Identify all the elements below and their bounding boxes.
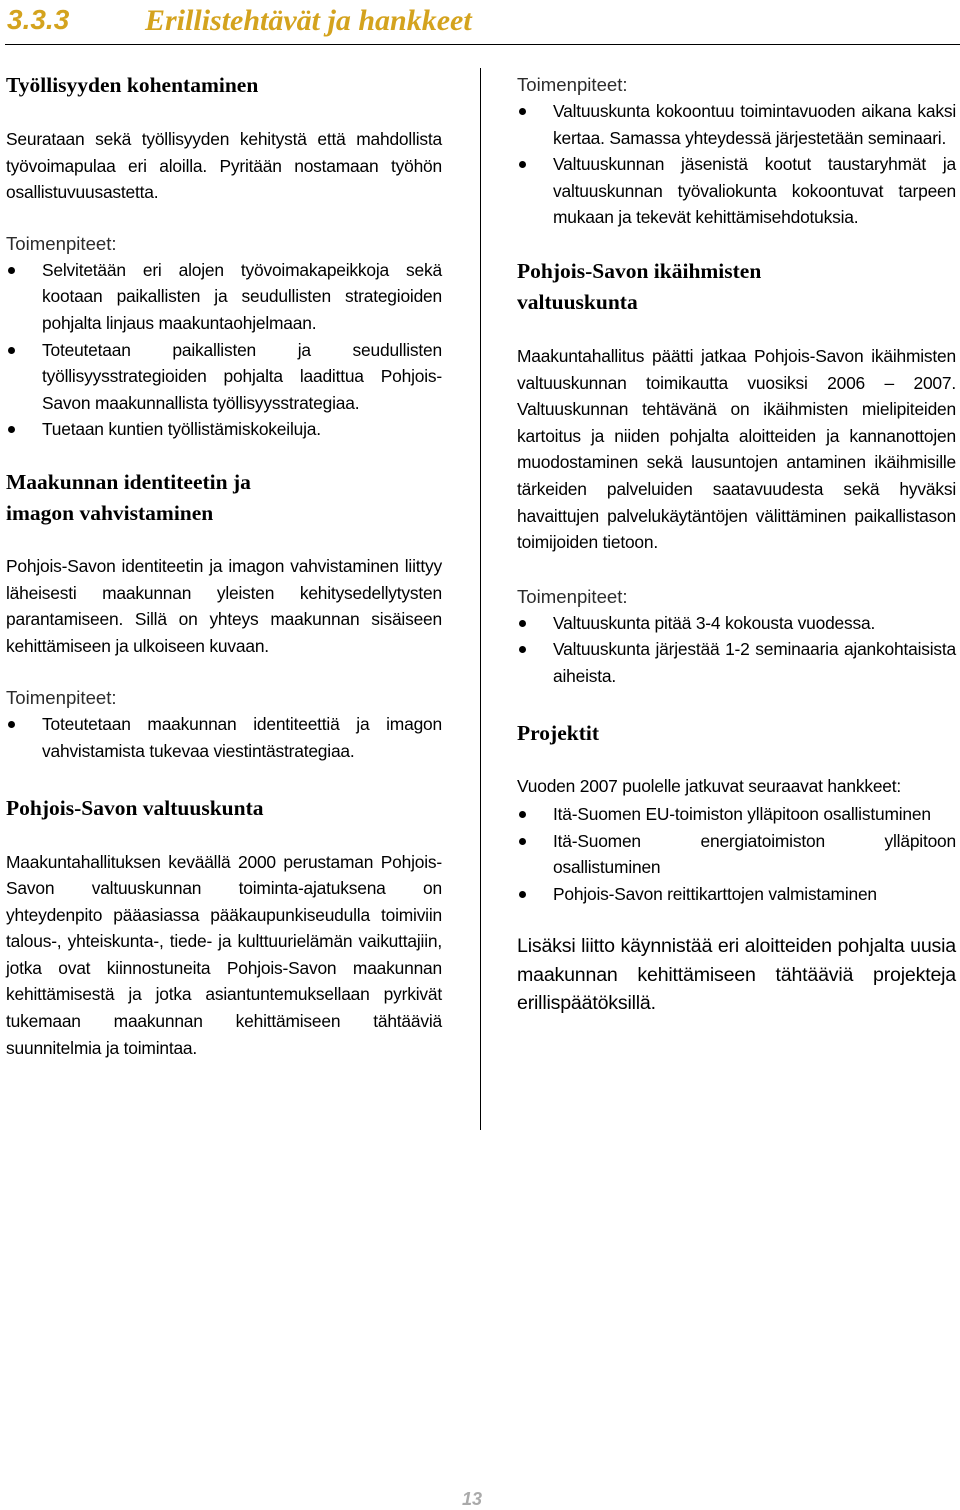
bullet-icon xyxy=(519,811,526,818)
bullet-icon xyxy=(519,161,526,168)
list-item: Selvitetään eri alojen työvoimakapeikkoja sekä kootaan paikallisten ja seudullisten strategioiden pohjalta linjaus maakuntaohjelmaan. xyxy=(6,257,442,337)
delegation-heading: Pohjois-Savon valtuuskunta xyxy=(6,795,264,820)
list-item: Itä-Suomen EU-toimiston ylläpitoon osallistuminen xyxy=(517,801,956,828)
list-item: Itä-Suomen energiatoimiston ylläpitoon osallistuminen xyxy=(517,828,956,881)
bullet-icon xyxy=(519,620,526,627)
projects-list xyxy=(517,801,956,907)
identity-heading xyxy=(6,467,442,529)
employment-actions-list xyxy=(6,257,442,443)
delegation-actions-list xyxy=(517,98,956,231)
identity-heading-line1: Maakunnan identiteetin ja xyxy=(6,469,251,494)
bullet-icon xyxy=(8,267,15,274)
elderly-paragraph: Maakuntahallitus päätti jatkaa Pohjois-Savon ikäihmisten valtuuskunnan toimikautta vuosiksi 2006 – 2007. Valtuuskunnan tehtävänä on ikäihmisten mielipiteiden kartoitus ja niiden pohjalta aloitteiden ja kannanottojen muodostaminen sekä lausuntojen antaminen ikäihmisille tärkeiden palveluiden saatavuudesta sekä hyväksi havaittujen palvelukäytäntöjen välittäminen paikallistason toimijoiden tietoon. xyxy=(517,345,956,553)
list-item: Valtuuskunta kokoontuu toimintavuoden aikana kaksi kertaa. Samassa yhteydessä järjestetään seminaari. xyxy=(517,98,956,151)
list-item: Pohjois-Savon reittikarttojen valmistaminen xyxy=(517,881,956,908)
left-column xyxy=(6,65,442,1061)
elderly-heading-line2: valtuuskunta xyxy=(517,289,638,314)
elderly-delegation-heading xyxy=(517,256,956,318)
bullet-icon xyxy=(8,347,15,354)
bullet-icon xyxy=(519,838,526,845)
projects-heading: Projektit xyxy=(517,720,599,745)
page-heading xyxy=(5,0,960,45)
list-item: Toteutetaan paikallisten ja seudullisten työllisyysstrategioiden pohjalta laadittua Pohjois-Savon maakunnallista työllisyysstrategiaa. xyxy=(6,337,442,417)
list-item: Valtuuskunnan jäsenistä kootut taustaryhmät ja valtuuskunnan työvaliokunta kokoontuvat tarpeen mukaan ja tekevät kehittämisehdotuksia. xyxy=(517,151,956,231)
bullet-icon xyxy=(519,646,526,653)
employment-paragraph: Seurataan sekä työllisyyden kehitystä että mahdollista työvoimapulaa eri aloilla. Pyritään nostamaan työhön osallistuvuusastetta. xyxy=(6,129,442,203)
right-column xyxy=(517,65,956,1018)
identity-heading-line2: imagon vahvistaminen xyxy=(6,500,214,525)
bullet-icon xyxy=(8,721,15,728)
list-item: Tuetaan kuntien työllistämiskokeiluja. xyxy=(6,416,442,443)
section-number: 3.3.3 xyxy=(7,4,70,35)
identity-actions-list xyxy=(6,711,442,764)
delegation-paragraph: Maakuntahallituksen keväällä 2000 perustaman Pohjois-Savon valtuuskunnan toiminta-ajatuksena on yhteydenpito pääasiassa pääkaupunkiseudulla toimiviin talous-, yhteiskunta-, tiede- ja kulttuurielämän vaikuttajiin, jotka ovat kiinnostuneita Pohjois-Savon maakunnan kehittämisestä ja jotka asiantuntemuksellaan pyrkivät tukemaan maakunnan kehittämiseen tähtääviä suunnitelmia ja toimintaa. xyxy=(6,851,442,1058)
bullet-icon xyxy=(519,891,526,898)
bullet-icon xyxy=(519,108,526,115)
elderly-actions-list xyxy=(517,610,956,690)
projects-closing: Lisäksi liitto käynnistää eri aloitteiden pohjalta uusia maakunnan kehittämiseen tähtääviä projekteja erillispäätöksillä. xyxy=(517,935,956,1015)
section-title: Erillistehtävät ja hankkeet xyxy=(145,4,472,37)
employment-heading: Työllisyyden kohentaminen xyxy=(6,73,259,97)
identity-paragraph: Pohjois-Savon identiteetin ja imagon vahvistaminen liittyy läheisesti maakunnan yleisten kehitysedellytysten parantamiseen. Sillä on yhteys maakunnan sisäiseen kehittämiseen ja ulkoiseen kuvaan. xyxy=(6,555,442,656)
list-item: Valtuuskunta järjestää 1-2 seminaaria ajankohtaisista aiheista. xyxy=(517,636,956,689)
bullet-icon xyxy=(8,426,15,433)
list-item: Toteutetaan maakunnan identiteettiä ja imagon vahvistamista tukevaa viestintästrategiaa. xyxy=(6,711,442,764)
delegation-actions-label: Toimenpiteet: xyxy=(517,74,628,95)
page-number: 13 xyxy=(462,1489,483,1509)
employment-actions-label: Toimenpiteet: xyxy=(6,232,117,254)
projects-intro: Vuoden 2007 puolelle jatkuvat seuraavat hankkeet: xyxy=(517,775,902,796)
list-item: Valtuuskunta pitää 3-4 kokousta vuodessa. xyxy=(517,610,956,637)
column-divider xyxy=(480,68,481,1130)
identity-actions-label: Toimenpiteet: xyxy=(6,687,117,709)
elderly-heading-line1: Pohjois-Savon ikäihmisten xyxy=(517,258,762,283)
elderly-actions-label: Toimenpiteet: xyxy=(517,585,628,607)
